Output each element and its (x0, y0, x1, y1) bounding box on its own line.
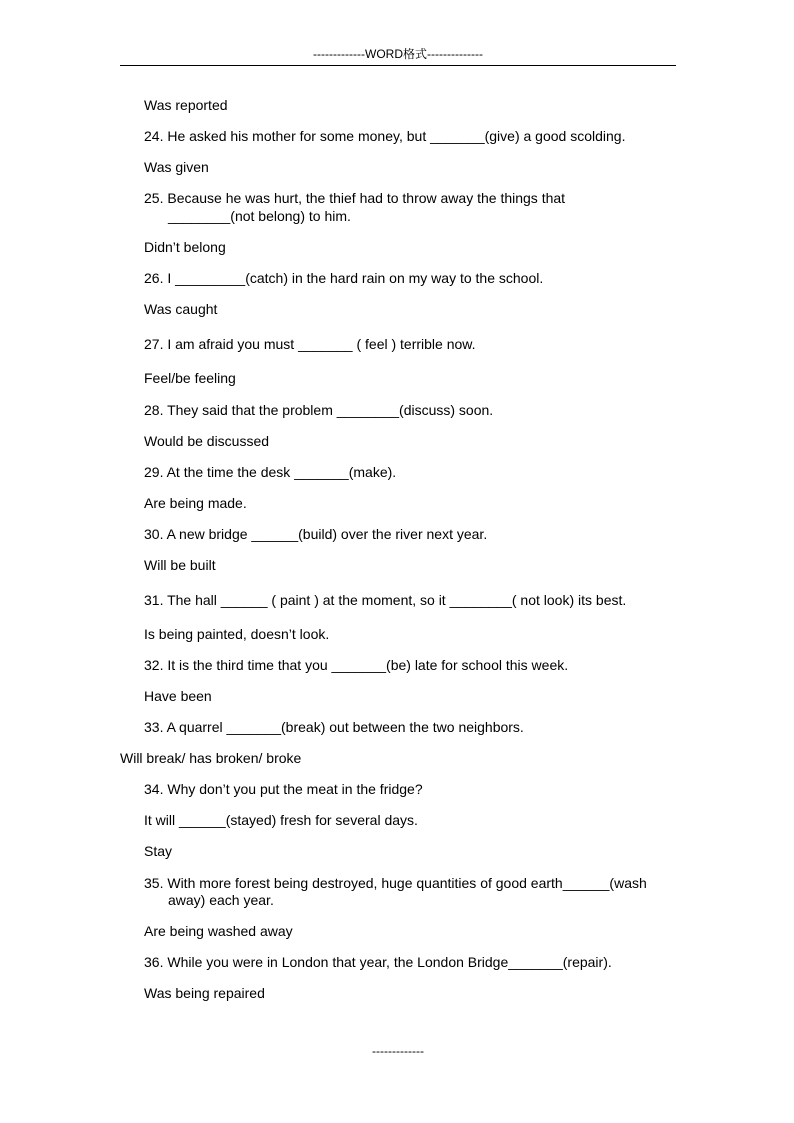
question-29: 29. At the time the desk _______(make). (144, 464, 397, 480)
question-31: 31. The hall ______ ( paint ) at the moment, so it ________( not look) its best. (144, 592, 627, 608)
answer-27: Feel/be feeling (144, 370, 236, 386)
question-34-line2: It will ______(stayed) fresh for several days. (144, 812, 418, 828)
question-25-continued: ________(not belong) to him. (168, 208, 351, 224)
question-30: 30. A new bridge ______(build) over the river next year. (144, 526, 488, 542)
question-25: 25. Because he was hurt, the thief had to throw away the things that (144, 190, 566, 206)
answer-32: Have been (144, 688, 212, 704)
answer-30: Will be built (144, 557, 216, 573)
question-24: 24. He asked his mother for some money, but _______(give) a good scolding. (144, 128, 626, 144)
question-28: 28. They said that the problem ________(discuss) soon. (144, 402, 494, 418)
page-header: -------------WORD格式-------------- (313, 47, 483, 61)
header-rule (120, 65, 676, 66)
question-32: 32. It is the third time that you _______(be) late for school this week. (144, 657, 569, 673)
answer-25: Didn’t belong (144, 239, 226, 255)
question-27: 27. I am afraid you must _______ ( feel ) terrible now. (144, 336, 476, 352)
question-36: 36. While you were in London that year, the London Bridge_______(repair). (144, 954, 612, 970)
question-34: 34. Why don’t you put the meat in the fridge? (144, 781, 423, 797)
answer-23: Was reported (144, 97, 228, 113)
answer-24: Was given (144, 159, 209, 175)
answer-33: Will break/ has broken/ broke (120, 750, 302, 766)
answer-34: Stay (144, 843, 173, 859)
answer-29: Are being made. (144, 495, 247, 511)
question-35-continued: away) each year. (168, 892, 274, 908)
page-footer: ------------- (372, 1044, 424, 1058)
question-33: 33. A quarrel _______(break) out between the two neighbors. (144, 719, 524, 735)
question-35: 35. With more forest being destroyed, huge quantities of good earth______(wash (144, 875, 647, 891)
answer-28: Would be discussed (144, 433, 270, 449)
answer-26: Was caught (144, 301, 218, 317)
answer-36: Was being repaired (144, 985, 265, 1001)
answer-35: Are being washed away (144, 923, 293, 939)
question-26: 26. I _________(catch) in the hard rain on my way to the school. (144, 270, 544, 286)
answer-31: Is being painted, doesn’t look. (144, 626, 330, 642)
